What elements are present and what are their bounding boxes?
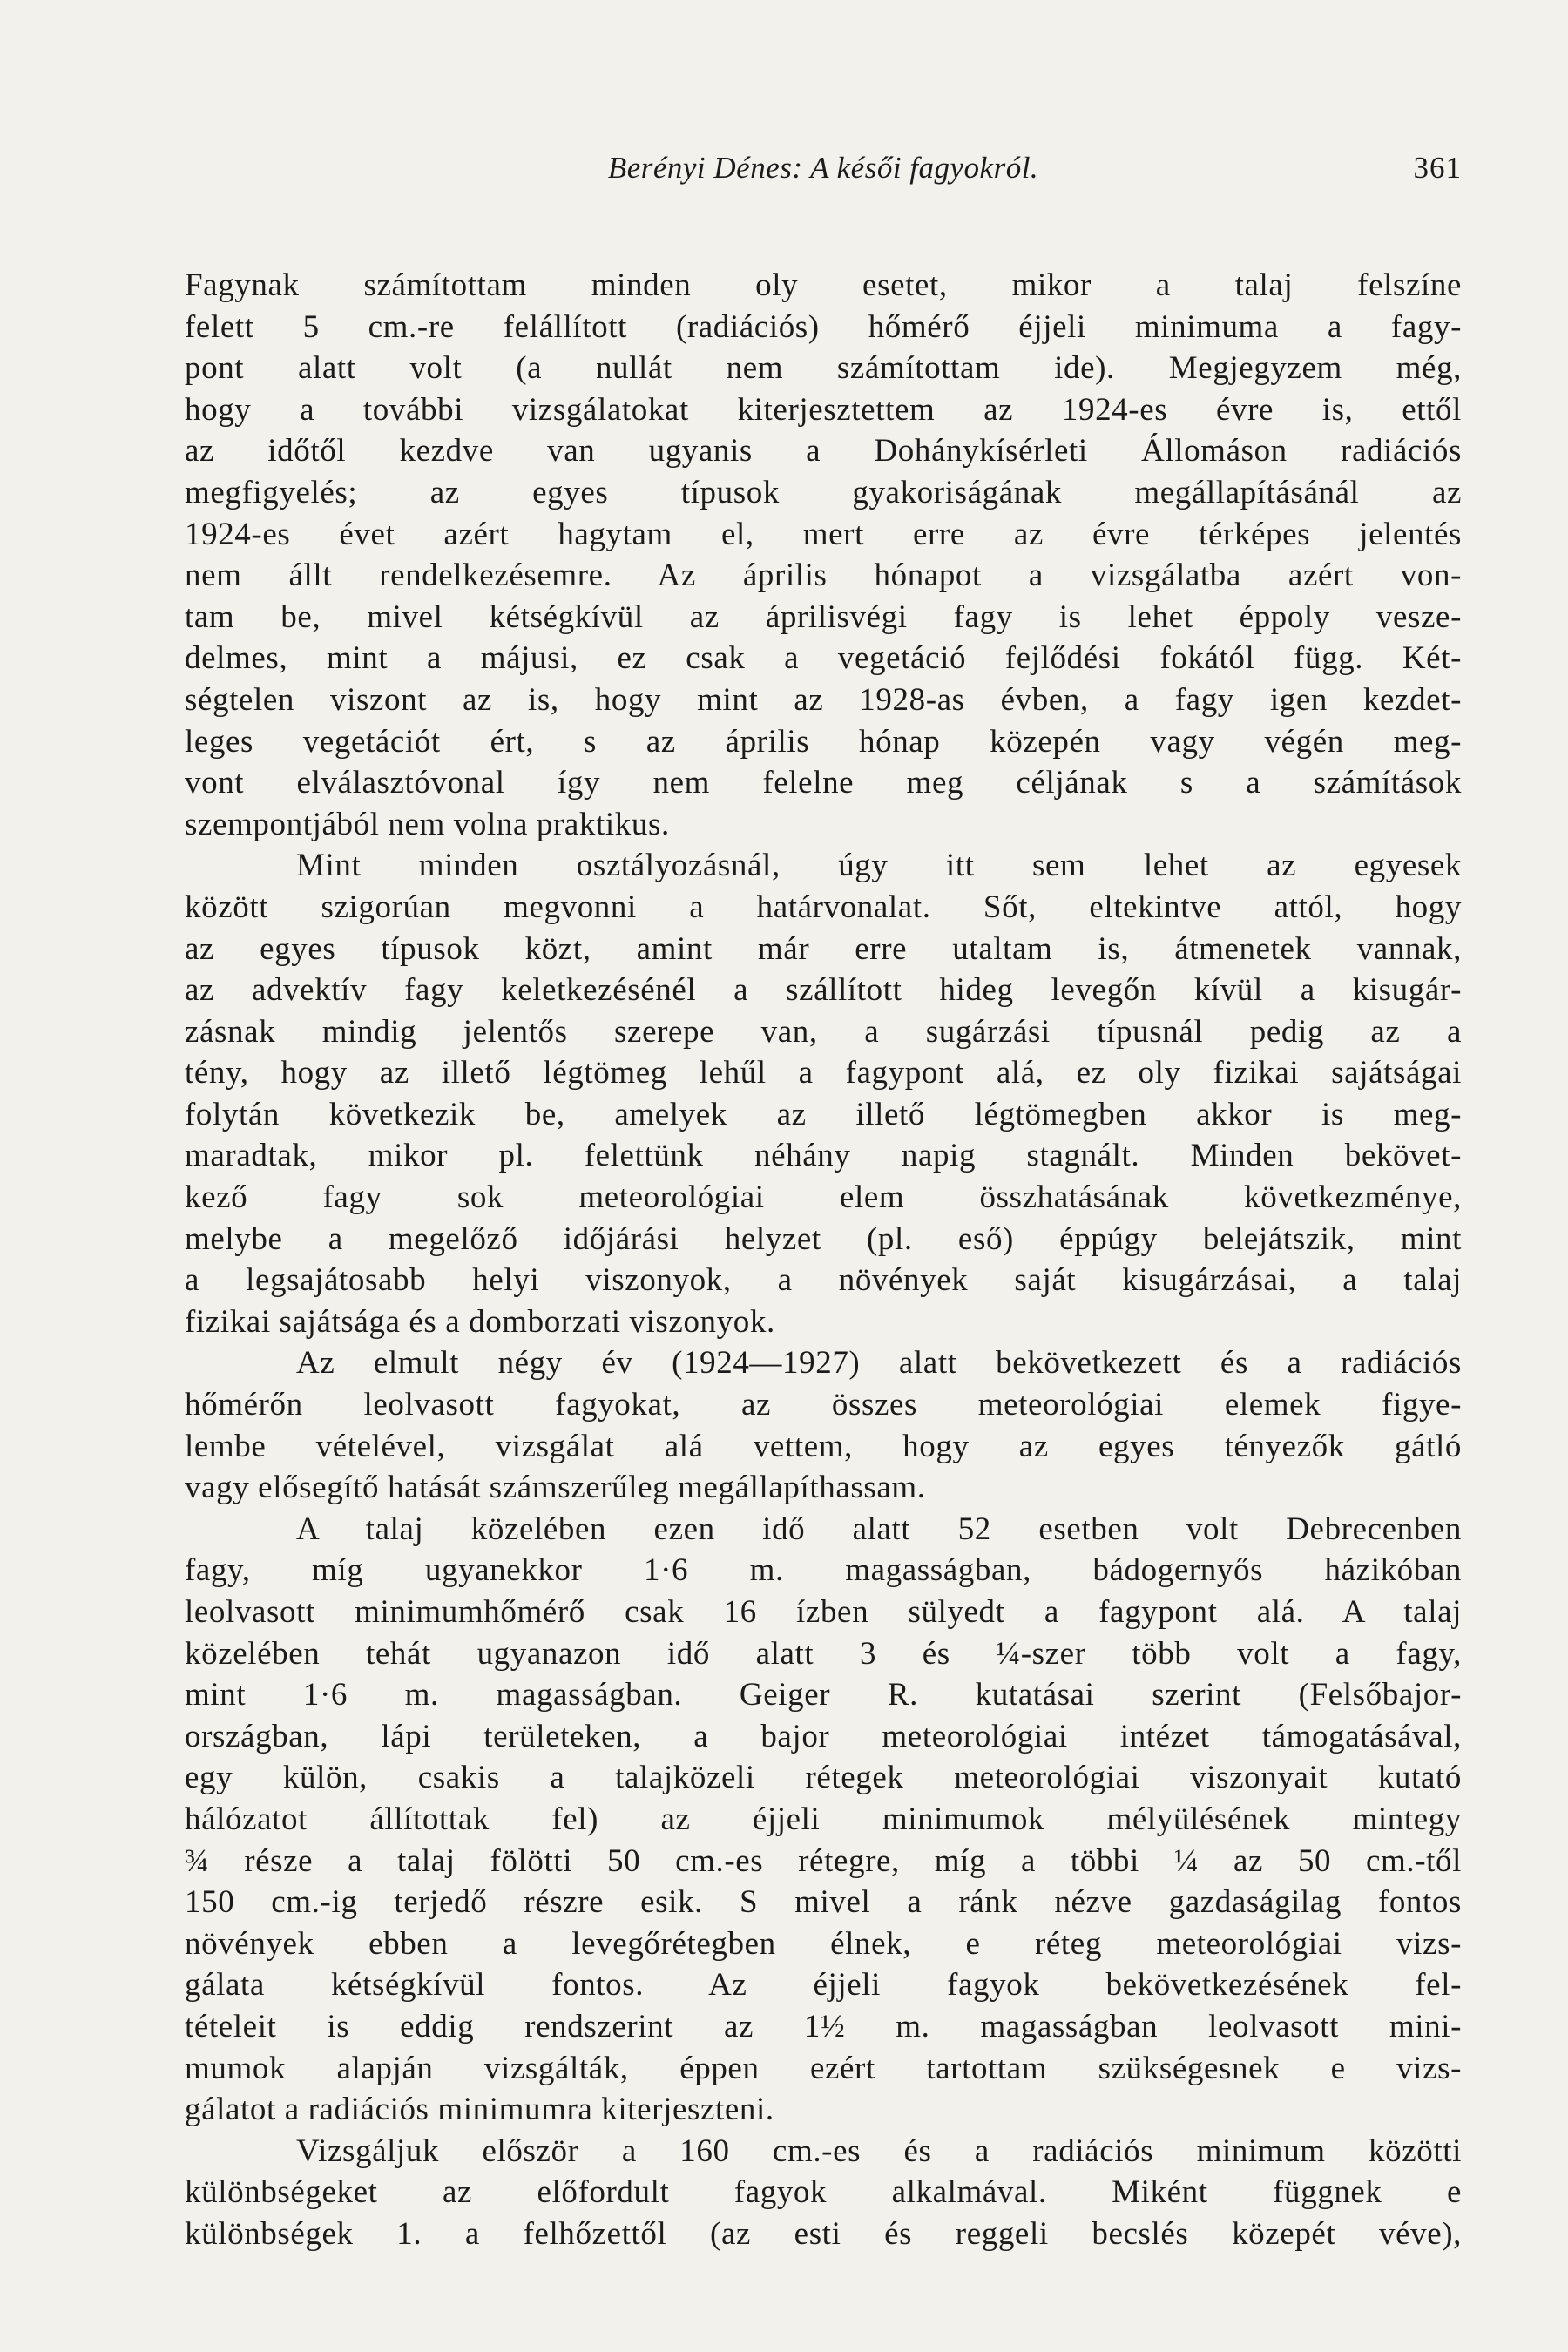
text-line: nem állt rendelkezésemre. Az április hónapot a vizsgálatba azért von- [185, 558, 1462, 594]
text-line: országban, lápi területeken, a bajor meteorológiai intézet támogatásával, [185, 1718, 1462, 1754]
text-line: folytán következik be, amelyek az illető légtömegben akkor is meg- [185, 1096, 1462, 1132]
text-line: tény, hogy az illető légtömeg lehűl a fagypont alá, ez oly fizikai sajátságai [185, 1055, 1462, 1092]
text-line: A talaj közelében ezen idő alatt 52 esetben volt Debrecenben [296, 1511, 1462, 1547]
text-line: maradtak, mikor pl. felettünk néhány napig stagnált. Minden bekövet- [185, 1138, 1462, 1174]
text-line: leges vegetációt ért, s az április hónap közepén vagy végén meg- [185, 723, 1462, 760]
text-line: vont elválasztóvonal így nem felelne meg céljának s a számítások [185, 765, 1462, 801]
text-line: szempontjából nem volna praktikus. [185, 806, 670, 842]
text-line: fizikai sajátsága és a domborzati viszonyok. [185, 1303, 775, 1340]
text-line: vagy elősegítő hatását számszerűleg megállapíthassam. [185, 1470, 926, 1506]
running-head [185, 146, 1462, 190]
text-line: hogy a további vizsgálatokat kiterjesztettem az 1924-es évre is, ettől [185, 391, 1462, 428]
text-line: hőmérőn leolvasott fagyokat, az összes meteorológiai elemek figye- [185, 1387, 1462, 1423]
text-line: különbségek 1. a felhőzettől (az esti és reggeli becslés közepét véve), [185, 2215, 1462, 2252]
body-text [185, 265, 1462, 2255]
text-line: a legsajátosabb helyi viszonyok, a növények saját kisugárzásai, a talaj [185, 1262, 1462, 1299]
text-line: mint 1·6 m. magasságban. Geiger R. kutatásai szerint (Felsőbajor- [185, 1677, 1462, 1713]
text-line: mumok alapján vizsgálták, éppen ezért tartottam szükségesnek e vizs- [185, 2050, 1462, 2086]
text-line: gálatot a radiációs minimumra kiterjeszteni. [185, 2092, 774, 2128]
text-line: pont alatt volt (a nullát nem számítottam ide). Megjegyzem még, [185, 350, 1462, 387]
text-line: zásnak mindig jelentős szerepe van, a sugárzási típusnál pedig az a [185, 1013, 1462, 1050]
text-line: egy külön, csakis a talajközeli rétegek meteorológiai viszonyait kutató [185, 1760, 1462, 1796]
text-line: különbségeket az előfordult fagyok alkalmával. Miként függnek e [185, 2174, 1462, 2211]
text-line: ¾ része a talaj fölötti 50 cm.-es rétegre, míg a többi ¼ az 50 cm.-től [185, 1842, 1462, 1879]
text-line: kező fagy sok meteorológiai elem összhatásának következménye, [185, 1179, 1462, 1216]
text-line: gálata kétségkívül fontos. Az éjjeli fagyok bekövetkezésének fel- [185, 1967, 1462, 2004]
text-line: delmes, mint a májusi, ez csak a vegetáció fejlődési fokától függ. Két- [185, 640, 1462, 677]
text-line: Fagynak számítottam minden oly esetet, mikor a talaj felszíne [185, 267, 1462, 303]
text-line: 1924-es évet azért hagytam el, mert erre az évre térképes jelentés [185, 516, 1462, 552]
text-line: tam be, mivel kétségkívül az áprilisvégi fagy is lehet éppoly vesze- [185, 598, 1462, 635]
text-line: fagy, míg ugyanekkor 1·6 m. magasságban, bádogernyős házikóban [185, 1552, 1462, 1589]
text-line: melybe a megelőző időjárási helyzet (pl. eső) éppúgy belejátszik, mint [185, 1220, 1462, 1257]
text-line: felett 5 cm.-re felállított (radiációs) hőmérő éjjeli minimuma a fagy- [185, 308, 1462, 345]
text-line: ségtelen viszont az is, hogy mint az 1928-as évben, a fagy igen kezdet- [185, 681, 1462, 718]
running-title: Berényi Dénes: A késői fagyokról. [607, 151, 1039, 185]
text-line: az advektív fagy keletkezésénél a szállított hideg levegőn kívül a kisugár- [185, 972, 1462, 1009]
text-line: 150 cm.-ig terjedő részre esik. S mivel a ránk nézve gazdaságilag fontos [185, 1884, 1462, 1921]
text-line: az időtől kezdve van ugyanis a Dohánykísérleti Állomáson radiációs [185, 433, 1462, 470]
text-line: Az elmult négy év (1924—1927) alatt bekövetkezett és a radiációs [296, 1345, 1462, 1382]
text-line: lembe vételével, vizsgálat alá vettem, hogy az egyes tényezők gátló [185, 1428, 1462, 1464]
text-line: megfigyelés; az egyes típusok gyakoriságának megállapításánál az [185, 474, 1462, 510]
text-line: tételeit is eddig rendszerint az 1½ m. magasságban leolvasott mini- [185, 2008, 1462, 2044]
text-line: az egyes típusok közt, amint már erre utaltam is, átmenetek vannak, [185, 930, 1462, 967]
text-line: közelében tehát ugyanazon idő alatt 3 és ¼-szer több volt a fagy, [185, 1635, 1462, 1672]
page-number: 361 [1413, 151, 1462, 185]
text-line: hálózatot állítottak fel) az éjjeli minimumok mélyülésének mintegy [185, 1801, 1462, 1837]
text-line: Mint minden osztályozásnál, úgy itt sem lehet az egyesek [296, 848, 1462, 884]
text-line: között szigorúan megvonni a határvonalat. Sőt, eltekintve attól, hogy [185, 889, 1462, 925]
text-line: Vizsgáljuk először a 160 cm.-es és a radiációs minimum közötti [296, 2132, 1462, 2169]
text-line: leolvasott minimumhőmérő csak 16 ízben sülyedt a fagypont alá. A talaj [185, 1594, 1462, 1630]
text-line: növények ebben a levegőrétegben élnek, e réteg meteorológiai vizs- [185, 1925, 1462, 1962]
